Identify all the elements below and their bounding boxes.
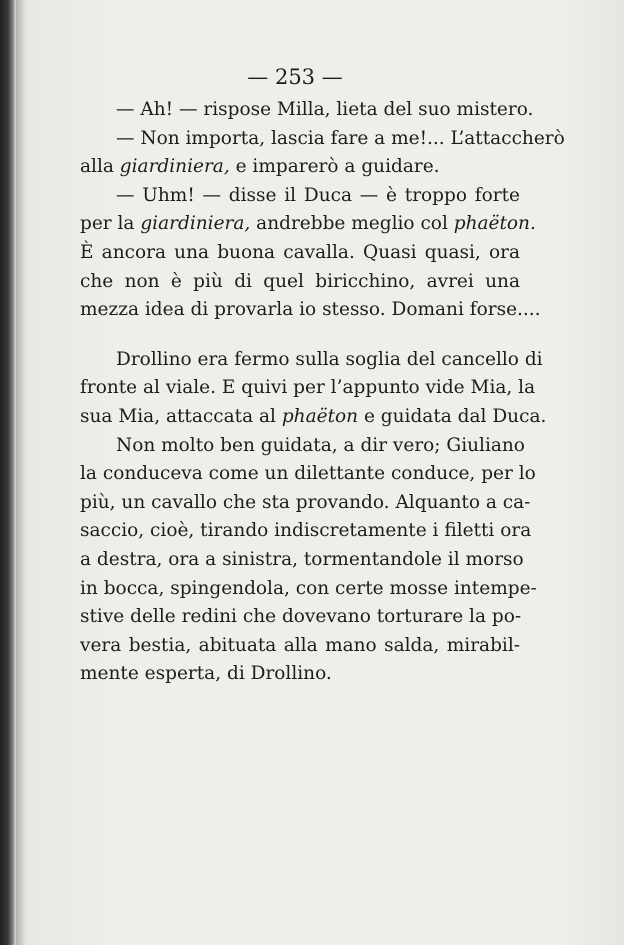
text-line: in bocca, spingendola, con certe mosse intempe-: [80, 577, 537, 599]
italic-term: phaëton: [281, 405, 359, 427]
text-line: saccio, cioè, tirando indiscretamente i filetti ora: [80, 520, 532, 542]
section-gap: [80, 325, 520, 346]
text-line: [80, 210, 536, 239]
text-line: Non molto ben guidata, a dir vero; Giuliano: [116, 434, 525, 456]
text-line: la conduceva come un dilettante conduce, per lo: [80, 463, 536, 485]
text-line: È ancora una buona cavalla. Quasi quasi, ora: [80, 241, 520, 263]
paragraph: [80, 96, 534, 125]
text-run: alla: [80, 156, 120, 178]
spine-edge-shading: [16, 0, 26, 945]
paragraph: [80, 125, 565, 182]
text-line: — Uhm! — disse il Duca — è troppo forte: [116, 184, 520, 206]
text-line: mezza idea di provarla io stesso. Domani forse....: [80, 299, 541, 321]
italic-term: phaëton.: [453, 213, 536, 235]
text-line: stive delle redini che dovevano torturare la po-: [80, 606, 522, 628]
text-line: che non è più di quel biricchino, avrei una: [80, 270, 520, 292]
text-line: fronte al viale. E quivi per l’appunto vide Mia, la: [80, 377, 536, 399]
italic-term: giardiniera,: [119, 156, 230, 178]
text-run: per la: [80, 213, 141, 235]
text-line: [80, 153, 520, 182]
text-run: e imparerò a guidare.: [229, 156, 440, 178]
text-line: vera bestia, abituata alla mano salda, mirabil-: [80, 634, 520, 656]
text-line: a destra, ora a sinistra, tormentandole il morso: [80, 548, 524, 570]
text-line: mente esperta, di Drollino.: [80, 663, 332, 685]
text-run: e guidata dal Duca.: [358, 405, 547, 427]
text-run: andrebbe meglio col: [250, 213, 454, 235]
paragraph: [80, 432, 537, 689]
book-spine-shadow: [0, 0, 16, 945]
text-line: [80, 403, 547, 432]
text-line: — Ah! — rispose Milla, lieta del suo mistero.: [116, 99, 534, 120]
text-line: più, un cavallo che sta provando. Alquanto a ca-: [80, 491, 531, 513]
italic-term: giardiniera,: [140, 213, 251, 235]
page-number: — 253 —: [247, 65, 343, 89]
paragraph: [80, 182, 541, 325]
text-run: sua Mia, attaccata al: [80, 405, 282, 427]
paragraph: [80, 346, 547, 432]
page-text-block: [80, 58, 565, 689]
text-line: — Non importa, lascia fare a me!... L’attaccherò: [116, 127, 565, 149]
text-line: Drollino era fermo sulla soglia del cancello di: [116, 348, 543, 370]
